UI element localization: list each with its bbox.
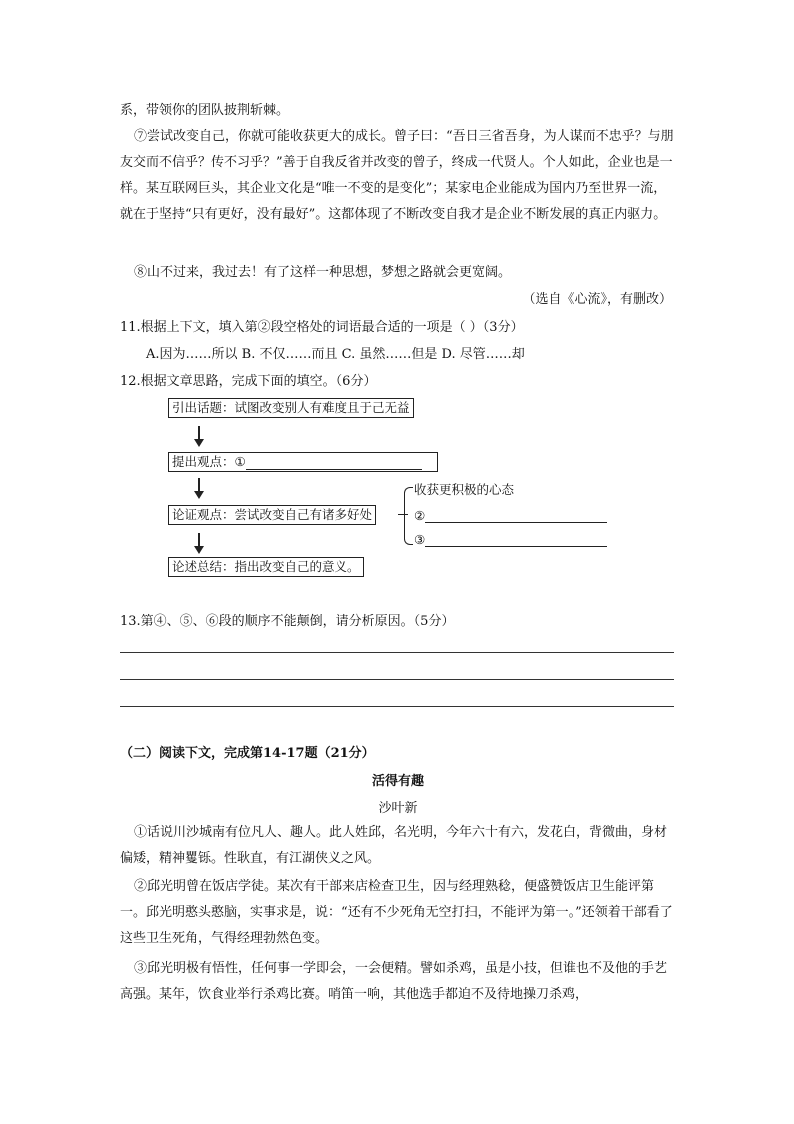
answer-line-2[interactable] xyxy=(120,679,674,680)
article-author: 沙叶新 xyxy=(378,801,418,816)
flow-arrow-3 xyxy=(192,533,206,555)
blank-line-2 xyxy=(425,510,607,523)
paragraph-continuation: 系，带领你的团队披荆斩棘。 xyxy=(120,103,290,118)
branch-brace xyxy=(404,487,413,545)
branch-item-2-label: ② xyxy=(414,508,426,523)
question-11-options: A.因为……所以 B. 不仅……而且 C. 虽然……但是 D. 尽管……却 xyxy=(146,347,525,362)
section-2-heading: （二）阅读下文，完成第14-17题（21分） xyxy=(120,746,375,761)
question-13-stem: 13.第④、⑤、⑥段的顺序不能颠倒，请分析原因。（5分） xyxy=(120,614,455,629)
flow-box-argument: 论证观点：尝试改变自己有诸多好处 xyxy=(168,505,376,525)
blank-line-3 xyxy=(425,534,607,547)
answer-line-1[interactable] xyxy=(120,652,674,653)
article-paragraph-2: ②邱光明曾在饭店学徒。某次有干部来店检查卫生，因与经理熟稔，便盛赞饭店卫生能评第一。邱光明憨头憨脑，实事求是，说：“还有不少死角无空打扫，不能评为第一。”还领着干部看了这些卫生死角，气得经理勃然色变。 xyxy=(120,879,673,946)
flow-arrow-1 xyxy=(192,426,206,448)
answer-line-3[interactable] xyxy=(120,706,674,707)
branch-item-2 xyxy=(414,508,607,523)
branch-item-3-label: ③ xyxy=(414,532,426,547)
flow-box-intro: 引出话题：试图改变别人有难度且于己无益 xyxy=(168,398,414,418)
flow-arrow-2 xyxy=(192,478,206,500)
flow-box-viewpoint xyxy=(168,452,438,472)
article-paragraph-3: ③邱光明极有悟性，任何事一学即会，一会便精。譬如杀鸡，虽是小技，但谁也不及他的手艺高强。某年，饮食业举行杀鸡比赛。哨笛一响，其他选手都迫不及待地操刀杀鸡， xyxy=(120,961,668,1002)
article-title: 活得有趣 xyxy=(371,774,424,789)
blank-line-1 xyxy=(246,455,422,470)
article-paragraph-1: ①话说川沙城南有位凡人、趣人。此人姓邱，名光明，今年六十有六，发花白，背微曲，身材偏矮，精神矍铄。性耿直，有江湖侠义之风。 xyxy=(120,825,668,866)
branch-item-3 xyxy=(414,532,607,547)
paragraph-7: ⑦尝试改变自己，你就可能收获更大的成长。曾子曰：“吾日三省吾身，为人谋而不忠乎？与朋友交而不信乎？传不习乎？”善于自我反省并改变的曾子，终成一代贤人。个人如此，企业也是一样。某互联网巨头，其企业文化是“唯一不变的是变化”；某家电企业能成为国内乃至世界一流，就在于坚持“只有更好，没有最好”。这都体现了不断改变自我才是企业不断发展的真正内驱力。 xyxy=(120,129,674,222)
source-note: （选自《心流》，有删改） xyxy=(522,292,672,307)
flow-box-viewpoint-label: 提出观点：① xyxy=(172,454,246,469)
question-11-stem: 11.根据上下文，填入第②段空格处的词语最合适的一项是（ ）（3分） xyxy=(120,320,524,335)
paragraph-8: ⑧山不过来，我过去！有了这样一种思想，梦想之路就会更宽阔。 xyxy=(134,265,512,280)
branch-item-1: 收获更积极的心态 xyxy=(414,482,515,497)
flow-box-summary: 论述总结：指出改变自己的意义。 xyxy=(168,557,364,577)
question-12-stem: 12.根据文章思路，完成下面的填空。（6分） xyxy=(120,374,377,389)
